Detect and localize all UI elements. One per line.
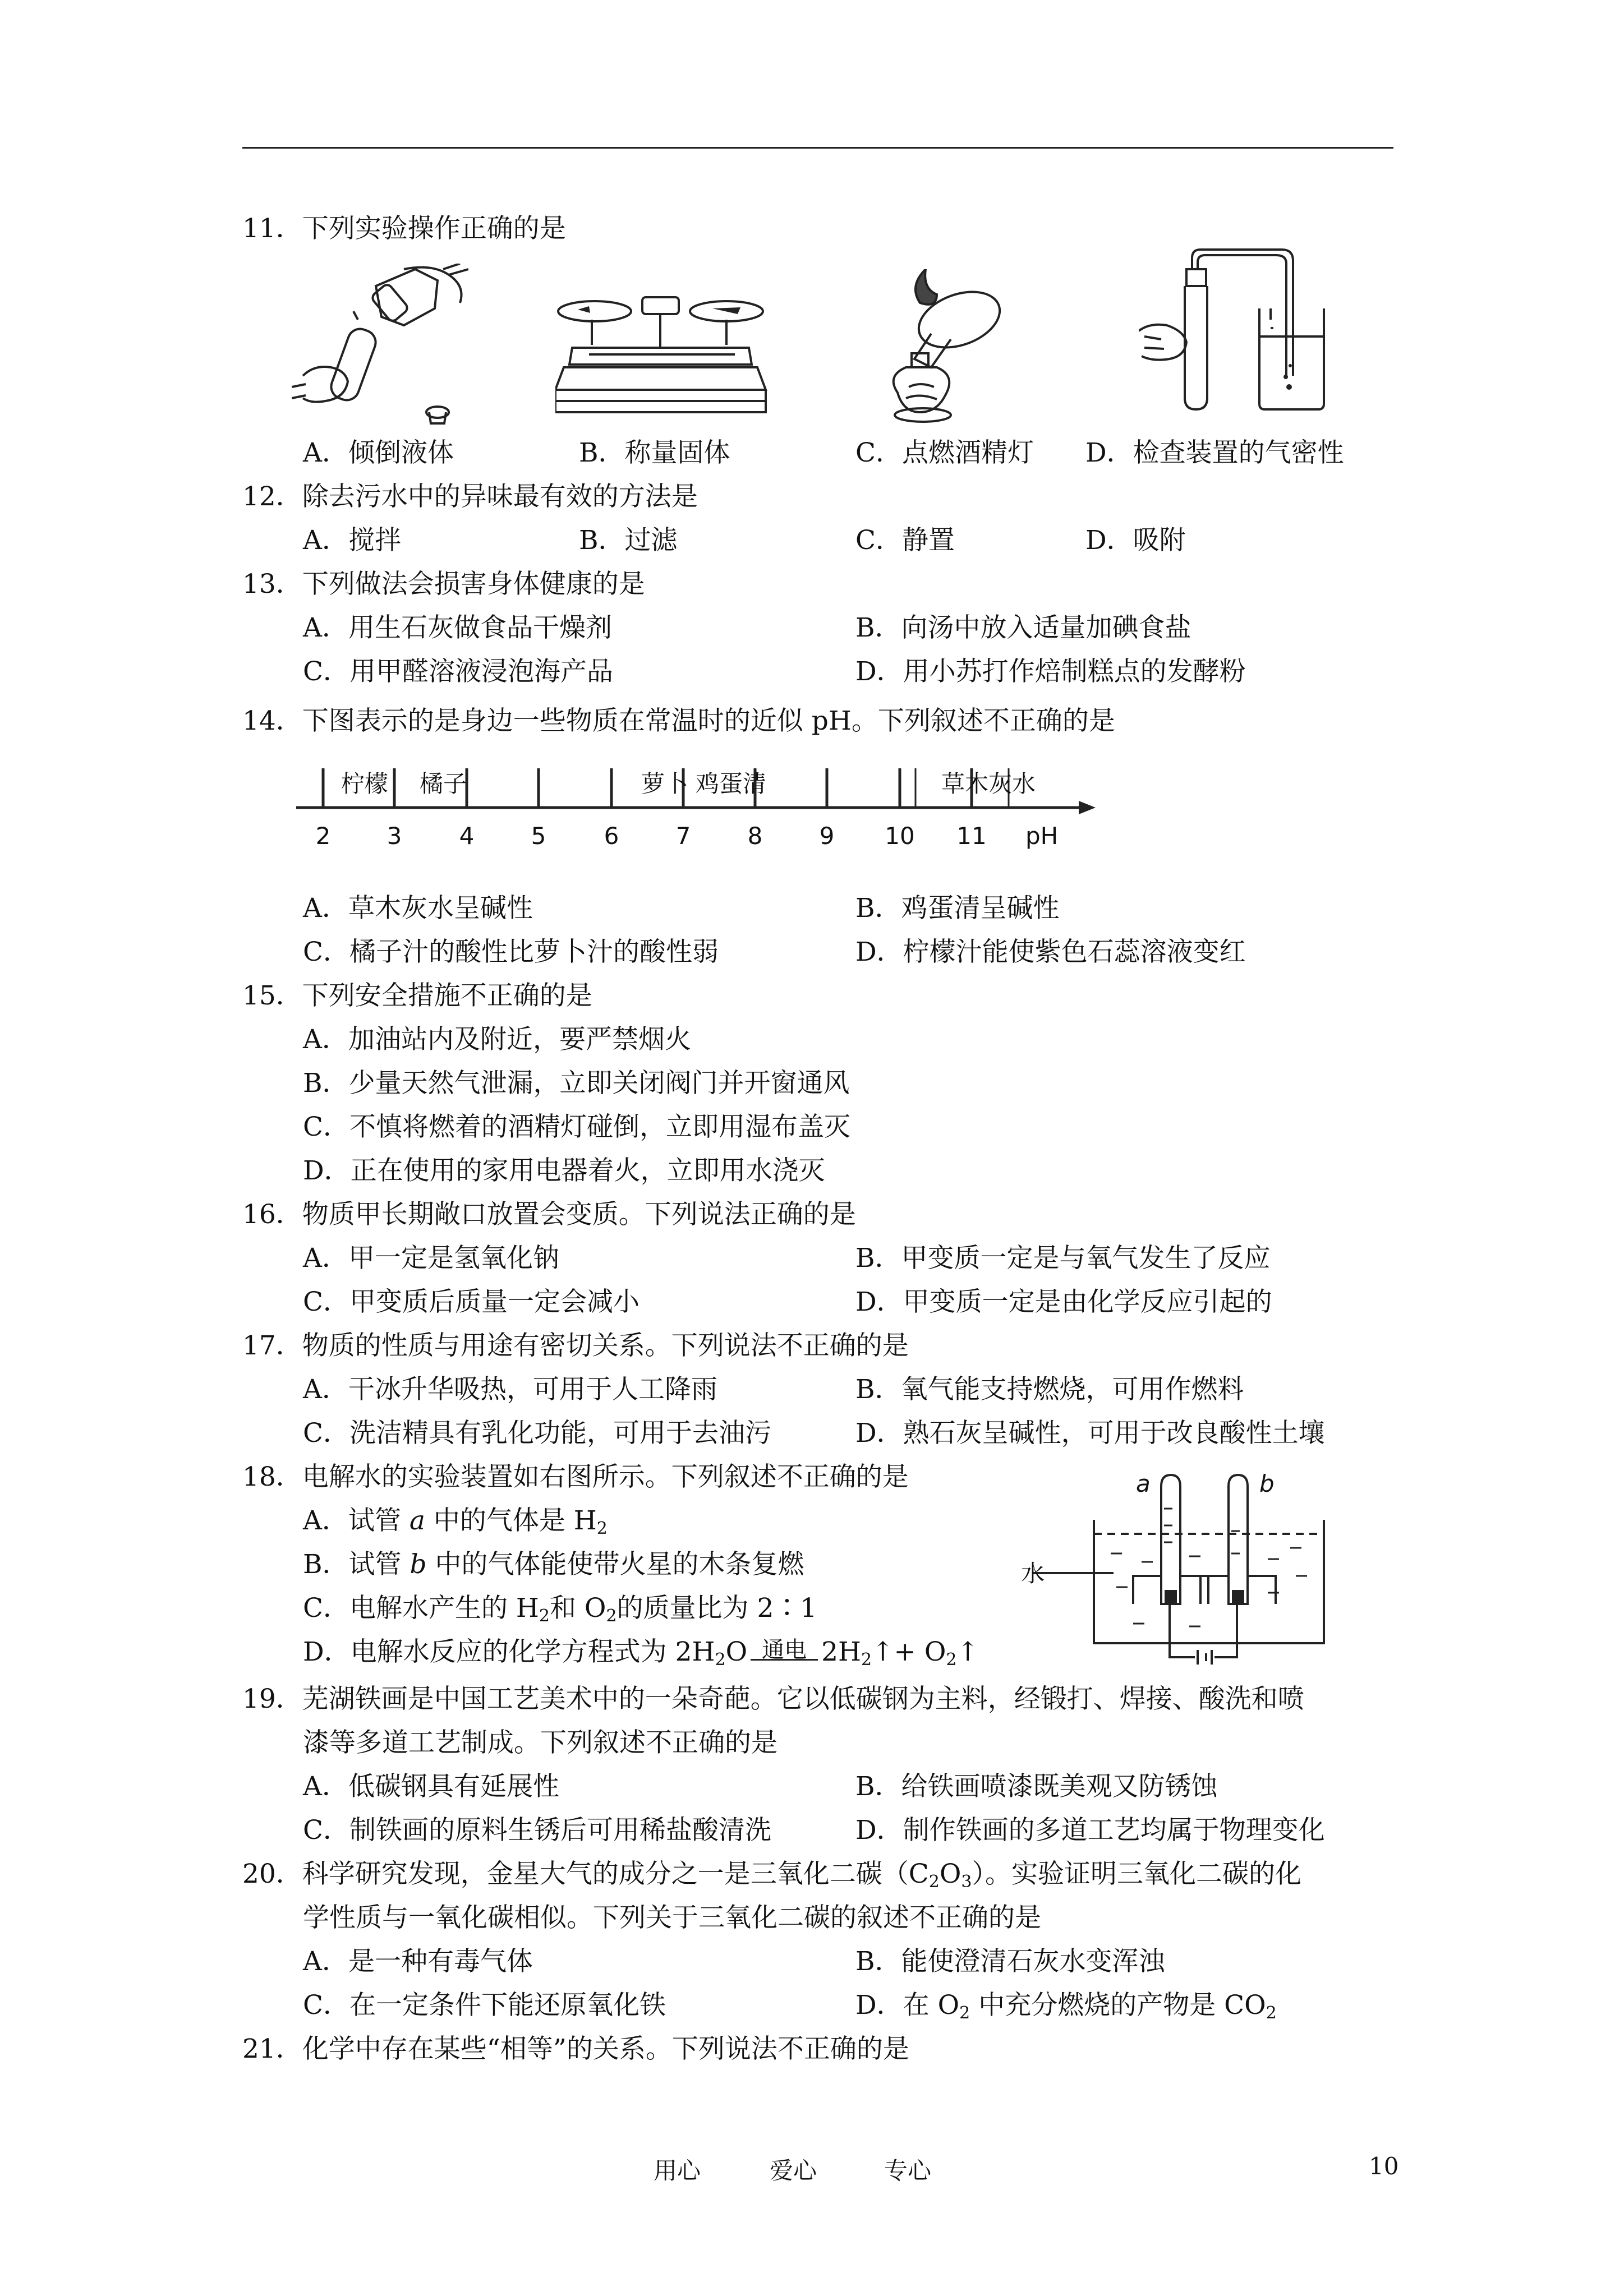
electrolysis-apparatus-figure bbox=[1021, 1464, 1335, 1666]
q15-stem: 15．下列安全措施不正确的是 bbox=[242, 980, 592, 1011]
q21-stem: 21．化学中存在某些“相等”的关系。下列说法不正确的是 bbox=[242, 2034, 909, 2064]
ph-tick-label: 6 bbox=[604, 822, 619, 850]
q15-option-a: A．加油站内及附近，要严禁烟火 bbox=[303, 1024, 691, 1055]
q18-stem: 18．电解水的实验装置如右图所示。下列叙述不正确的是 bbox=[242, 1461, 909, 1492]
q16-option-b: B．甲变质一定是与氧气发生了反应 bbox=[855, 1243, 1271, 1274]
q19-option-c: C．制铁画的原料生锈后可用稀盐酸清洗 bbox=[303, 1815, 771, 1846]
q15-option-c: C．不慎将燃着的酒精灯碰倒，立即用湿布盖灭 bbox=[303, 1112, 850, 1142]
alcohol-lamp-lighting-illustration bbox=[853, 269, 1010, 432]
q20-stem-line1: 20．科学研究发现，金星大气的成分之一是三氧化二碳（C2O3）。实验证明三氧化二碳的化 bbox=[242, 1859, 1301, 1892]
q14-option-d: D．柠檬汁能使紫色石蕊溶液变红 bbox=[855, 937, 1246, 967]
q18-option-a: A．试管 a 中的气体是 H2 bbox=[303, 1505, 608, 1538]
q20-stem-line2: 学性质与一氧化碳相似。下列关于三氧化二碳的叙述不正确的是 bbox=[303, 1902, 1041, 1933]
ph-label-orange: 橘子 bbox=[420, 770, 467, 797]
q19-option-b: B．给铁画喷漆既美观又防锈蚀 bbox=[855, 1771, 1218, 1802]
q20-option-d: D．在 O2 中充分燃烧的产物是 CO2 bbox=[855, 1990, 1277, 2023]
q12-stem: 12．除去污水中的异味最有效的方法是 bbox=[242, 481, 698, 512]
q13-option-d: D．用小苏打作焙制糕点的发酵粉 bbox=[855, 656, 1246, 687]
q17-option-a: A．干冰升华吸热，可用于人工降雨 bbox=[303, 1374, 717, 1405]
header-rule bbox=[242, 147, 1393, 149]
airtightness-check-illustration bbox=[1139, 247, 1329, 415]
q20-option-b: B．能使澄清石灰水变浑浊 bbox=[855, 1946, 1165, 1977]
page-number: 10 bbox=[1369, 2152, 1399, 2180]
q18-option-c: C．电解水产生的 H2和 O2的质量比为 2∶1 bbox=[303, 1593, 817, 1626]
q17-option-d: D．熟石灰呈碱性，可用于改良酸性土壤 bbox=[855, 1418, 1325, 1449]
ph-tick-label: 3 bbox=[387, 822, 402, 850]
q19-option-a: A．低碳钢具有延展性 bbox=[303, 1771, 559, 1802]
q13-option-c: C．用甲醛溶液浸泡海产品 bbox=[303, 656, 613, 687]
ph-scale-figure bbox=[296, 757, 1104, 858]
ph-label-radish: 萝卜 bbox=[641, 770, 689, 797]
tube-b-label: b bbox=[1259, 1470, 1275, 1497]
q19-stem-line1: 19．芜湖铁画是中国工艺美术中的一朵奇葩。它以低碳钢为主料，经锻打、焊接、酸洗和喷 bbox=[242, 1684, 1304, 1714]
q16-option-a: A．甲一定是氢氧化钠 bbox=[303, 1243, 559, 1274]
q16-stem: 16．物质甲长期敞口放置会变质。下列说法正确的是 bbox=[242, 1199, 856, 1230]
water-label: 水 bbox=[1021, 1560, 1045, 1587]
q14-option-c: C．橘子汁的酸性比萝卜汁的酸性弱 bbox=[303, 937, 719, 967]
ph-tick-label: 10 bbox=[885, 822, 915, 850]
reaction-condition: 通电 bbox=[751, 1649, 818, 1661]
ph-tick-label: 2 bbox=[315, 822, 331, 850]
q13-option-a: A．用生石灰做食品干燥剂 bbox=[303, 612, 612, 643]
q18-option-b: B．试管 b 中的气体能使带火星的木条复燃 bbox=[303, 1549, 804, 1580]
q16-option-c: C．甲变质后质量一定会减小 bbox=[303, 1287, 640, 1317]
ph-tick-label: 5 bbox=[531, 822, 546, 850]
footer-motto-1: 用心 bbox=[654, 2157, 701, 2184]
q14-option-b: B．鸡蛋清呈碱性 bbox=[855, 893, 1060, 924]
q19-option-d: D．制作铁画的多道工艺均属于物理变化 bbox=[855, 1815, 1325, 1846]
tube-a-label: a bbox=[1136, 1470, 1151, 1497]
q13-stem: 13．下列做法会损害身体健康的是 bbox=[242, 569, 645, 600]
ph-tick-label: 11 bbox=[956, 822, 987, 850]
footer-motto-3: 专心 bbox=[884, 2157, 932, 2184]
balance-scale-illustration bbox=[555, 292, 769, 426]
q14-option-a: A．草木灰水呈碱性 bbox=[303, 893, 533, 924]
q15-option-d: D．正在使用的家用电器着火，立即用水浇灭 bbox=[303, 1155, 825, 1186]
q12-option-a: A．搅拌 bbox=[303, 525, 401, 556]
ph-label-lemon: 柠檬 bbox=[341, 770, 389, 797]
q14-stem: 14．下图表示的是身边一些物质在常温时的近似 pH。下列叙述不正确的是 bbox=[242, 706, 1115, 736]
q16-option-d: D．甲变质一定是由化学反应引起的 bbox=[855, 1287, 1272, 1317]
q12-option-d: D．吸附 bbox=[1085, 525, 1186, 556]
footer-motto-2: 爱心 bbox=[770, 2157, 817, 2184]
ph-tick-label: 9 bbox=[819, 822, 835, 850]
q11-option-c: C．点燃酒精灯 bbox=[855, 437, 1034, 468]
q20-option-a: A．是一种有毒气体 bbox=[303, 1946, 533, 1977]
q17-option-b: B．氧气能支持燃烧，可用作燃料 bbox=[855, 1374, 1244, 1405]
ph-tick-label: 4 bbox=[459, 822, 475, 850]
pouring-liquid-illustration bbox=[292, 264, 477, 432]
ph-label-plant-ash-water: 草木灰水 bbox=[941, 770, 1036, 797]
q11-option-b: B．称量固体 bbox=[579, 437, 730, 468]
q11-option-a: A．倾倒液体 bbox=[303, 437, 454, 468]
q17-stem: 17．物质的性质与用途有密切关系。下列说法不正确的是 bbox=[242, 1330, 909, 1361]
q13-option-b: B．向汤中放入适量加碘食盐 bbox=[855, 612, 1191, 643]
q20-option-c: C．在一定条件下能还原氧化铁 bbox=[303, 1990, 666, 2021]
q17-option-c: C．洗洁精具有乳化功能，可用于去油污 bbox=[303, 1418, 771, 1449]
q15-option-b: B．少量天然气泄漏，立即关闭阀门并开窗通风 bbox=[303, 1068, 850, 1099]
q11-option-d: D．检查装置的气密性 bbox=[1085, 437, 1344, 468]
q19-stem-line2: 漆等多道工艺制成。下列叙述不正确的是 bbox=[303, 1727, 778, 1758]
q12-option-b: B．过滤 bbox=[579, 525, 678, 556]
ph-unit-label: pH bbox=[1025, 822, 1059, 850]
q12-option-c: C．静置 bbox=[855, 525, 955, 556]
ph-tick-label: 7 bbox=[675, 822, 691, 850]
ph-tick-label: 8 bbox=[747, 822, 763, 850]
q11-stem: 11．下列实验操作正确的是 bbox=[242, 213, 566, 244]
q18-option-d: D．电解水反应的化学方程式为 2H2O 通电 2H2↑+ O2↑ bbox=[303, 1636, 979, 1670]
ph-label-egg-white: 鸡蛋清 bbox=[696, 770, 767, 797]
